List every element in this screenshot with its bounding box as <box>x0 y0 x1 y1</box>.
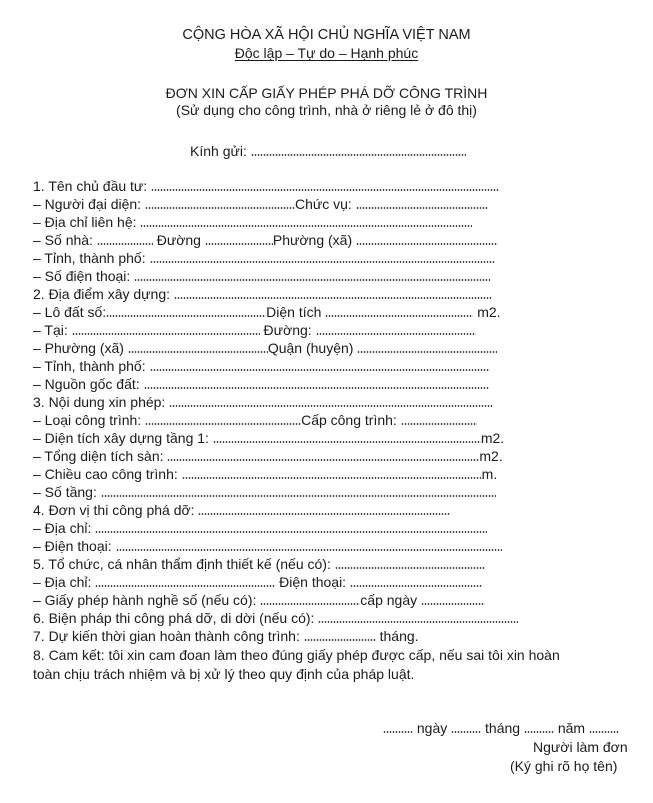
position-label: Chức vụ: <box>294 196 352 212</box>
form-subtitle: (Sử dụng cho công trình, nhà ở riêng lẻ ở đô thị) <box>176 102 477 118</box>
designer-phone-label: Điện thoại: <box>279 574 347 590</box>
street-blank[interactable] <box>205 235 273 245</box>
method-blank[interactable] <box>318 613 518 623</box>
designer-address-row <box>33 574 482 591</box>
day-blank[interactable] <box>383 723 413 733</box>
representative-row <box>33 196 488 213</box>
year-label: năm <box>557 720 586 736</box>
ground-floor-blank[interactable] <box>213 433 481 443</box>
height-label: – Chiều cao công trình: <box>33 466 178 482</box>
license-blank[interactable] <box>260 595 360 605</box>
contractor-address-row <box>33 520 487 537</box>
contact-address-label: – Địa chỉ liên hệ: <box>33 214 137 230</box>
total-floor-unit: m2. <box>479 448 503 464</box>
phone-blank[interactable] <box>134 271 490 281</box>
contractor-phone-label: – Điện thoại: <box>33 538 112 554</box>
commitment-line-2: toàn chịu trách nhiệm và bị xử lý theo quy định của pháp luật. <box>33 666 415 682</box>
request-content-blank[interactable] <box>169 397 493 407</box>
floors-label: – Số tầng: <box>33 484 97 500</box>
work-type-row <box>33 412 477 429</box>
sign-note: (Ký ghi rõ họ tên) <box>510 758 618 774</box>
designer-row <box>33 556 485 573</box>
contact-address-row <box>33 214 472 231</box>
at-label: – Tại: <box>33 322 68 338</box>
work-type-blank[interactable] <box>145 415 301 425</box>
motto-text: Độc lập – Tự do – Hạnh phúc <box>234 45 419 61</box>
location-label: 2. Địa điểm xây dựng: <box>33 286 170 302</box>
designer-label: 5. Tổ chức, cá nhân thẩm định thiết kế (nếu có): <box>33 556 331 572</box>
request-row <box>33 394 493 411</box>
district-label: Quận (huyện) <box>267 340 354 356</box>
year-value-blank[interactable] <box>589 723 619 733</box>
contractor-phone-blank[interactable] <box>116 541 502 551</box>
position-blank[interactable] <box>356 199 488 209</box>
work-grade-blank[interactable] <box>401 415 477 425</box>
contractor-phone-row <box>33 538 502 555</box>
license-label: – Giấy phép hành nghề số (nếu có): <box>33 592 257 608</box>
designer-phone-blank[interactable] <box>350 577 482 587</box>
ward2-blank[interactable] <box>128 343 268 353</box>
designer-address-label: – Địa chỉ: <box>33 574 92 590</box>
land-origin-blank[interactable] <box>144 379 489 389</box>
phone-row <box>33 268 490 285</box>
province-label: – Tỉnh, thành phố: <box>33 250 146 266</box>
duration-blank[interactable] <box>304 631 376 641</box>
work-type-label: – Loại công trình: <box>33 412 142 428</box>
month-label: tháng <box>485 720 521 736</box>
province2-label: – Tỉnh, thành phố: <box>33 358 146 374</box>
area-unit: m2. <box>477 304 501 320</box>
height-unit: m. <box>481 466 498 482</box>
ground-floor-unit: m2. <box>480 430 505 446</box>
contractor-blank[interactable] <box>198 505 450 515</box>
contractor-address-blank[interactable] <box>95 523 487 533</box>
house-no-blank[interactable] <box>97 235 153 245</box>
lot-no-blank[interactable] <box>106 307 266 317</box>
recipient-label: Kính gửi: <box>190 143 247 159</box>
date-line <box>383 720 619 737</box>
at-row <box>33 322 476 339</box>
ward2-row <box>33 340 497 357</box>
year-blank[interactable] <box>524 723 554 733</box>
area-label: Diện tích <box>266 304 322 320</box>
contact-address-blank[interactable] <box>140 217 472 227</box>
method-label: 6. Biện pháp thi công phá dỡ, di dời (nếu có): <box>33 610 315 626</box>
land-origin-row <box>33 376 489 393</box>
ward-blank[interactable] <box>356 235 498 245</box>
street2-label: Đường: <box>263 322 312 338</box>
lot-no-label: – Lô đất số: <box>33 304 107 320</box>
street2-blank[interactable] <box>316 325 476 335</box>
representative-label: – Người đại diện: <box>33 196 142 212</box>
location-row <box>33 286 492 303</box>
height-row <box>33 466 497 483</box>
contractor-address-label: – Địa chỉ: <box>33 520 92 536</box>
total-floor-row <box>33 448 503 465</box>
total-floor-blank[interactable] <box>167 451 479 461</box>
contractor-label: 4. Đơn vị thi công phá dỡ: <box>33 502 195 518</box>
owner-row <box>33 178 499 195</box>
district-blank[interactable] <box>357 343 497 353</box>
contractor-row <box>33 502 450 519</box>
owner-blank[interactable] <box>151 181 499 191</box>
motto <box>0 45 653 62</box>
duration-label: 7. Dự kiến thời gian hoàn thành công trình: <box>33 628 300 644</box>
total-floor-label: – Tổng diện tích sàn: <box>33 448 164 464</box>
house-row <box>33 232 498 249</box>
duration-row <box>33 628 419 645</box>
owner-label: 1. Tên chủ đầu tư: <box>33 178 148 194</box>
request-content-label: 3. Nội dung xin phép: <box>33 394 166 410</box>
duration-unit: tháng. <box>379 628 419 644</box>
day-label: ngày <box>416 720 448 736</box>
ward-label: Phường (xã) <box>272 232 353 248</box>
form-title: ĐƠN XIN CẤP GIẤY PHÉP PHÁ DỠ CÔNG TRÌNH <box>165 85 488 101</box>
ground-floor-row <box>33 430 504 447</box>
designer-address-blank[interactable] <box>95 577 275 587</box>
at-blank[interactable] <box>72 325 260 335</box>
lot-row <box>33 304 501 321</box>
land-origin-label: – Nguồn gốc đất: <box>33 376 140 392</box>
ward2-label: – Phường (xã) <box>33 340 124 356</box>
month-blank[interactable] <box>451 723 481 733</box>
work-grade-label: Cấp công trình: <box>301 412 397 428</box>
province2-blank[interactable] <box>150 361 490 371</box>
nation-heading: CỘNG HÒA XÃ HỘI CHỦ NGHĨA VIỆT NAM <box>182 27 471 43</box>
province2-row <box>33 358 490 375</box>
area-blank[interactable] <box>325 307 473 317</box>
province-blank[interactable] <box>150 253 495 263</box>
license-row <box>33 592 485 609</box>
recipient-blank[interactable] <box>251 146 466 156</box>
designer-blank[interactable] <box>335 559 485 569</box>
representative-blank[interactable] <box>145 199 295 209</box>
recipient-line <box>190 143 466 160</box>
height-blank[interactable] <box>182 469 482 479</box>
applicant-label: Người làm đơn <box>533 739 628 755</box>
floors-blank[interactable] <box>101 487 496 497</box>
province-row <box>33 250 495 267</box>
ground-floor-label: – Diện tích xây dựng tầng 1: <box>33 430 209 446</box>
house-no-label: – Số nhà: <box>33 232 93 248</box>
phone-label: – Số điện thoại: <box>33 268 131 284</box>
license-date-blank[interactable] <box>421 595 485 605</box>
location-blank[interactable] <box>174 289 492 299</box>
street-label: Đường <box>156 232 201 248</box>
commitment-line-1: 8. Cam kết: tôi xin cam đoan làm theo đúng giấy phép được cấp, nếu sai tôi xin hoàn <box>33 647 560 663</box>
license-date-label: cấp ngày <box>360 592 418 608</box>
method-row <box>33 610 518 627</box>
floors-row <box>33 484 496 501</box>
